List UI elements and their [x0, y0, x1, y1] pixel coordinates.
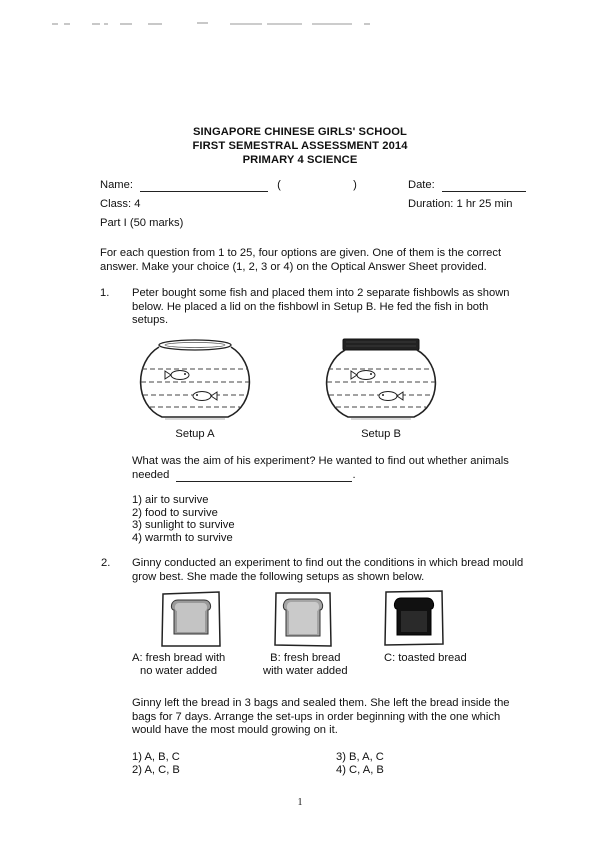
fresh-bread-icon — [283, 599, 322, 636]
assessment-title: FIRST SEMESTRAL ASSESSMENT 2014 — [192, 140, 408, 152]
q2-options-left — [132, 751, 180, 776]
school-name: SINGAPORE CHINESE GIRLS' SCHOOL — [193, 126, 407, 138]
date-label: Date: — [408, 179, 435, 191]
setup-a-caption: Setup A — [175, 428, 215, 440]
q1-option-3: 3) sunlight to survive — [132, 519, 235, 532]
q1-question-text: What was the aim of his experiment? He wanted to find out whether animals needed — [132, 455, 509, 481]
q1-question — [132, 455, 527, 482]
q2-options-right — [336, 751, 384, 776]
q2-option-1: 1) A, B, C — [132, 751, 180, 763]
date-row — [408, 178, 526, 192]
q1-text: Peter bought some fish and placed them into 2 separate fishbowls as shown below. He placed a lid on the fishbowl in Setup B. He fed the fish in both setups. — [132, 287, 510, 326]
fishbowl-setup-b — [326, 337, 436, 427]
bread-b-caption-line2: with water added — [263, 664, 348, 677]
q1-option-4: 4) warmth to survive — [132, 531, 233, 544]
fish-icon — [165, 371, 189, 380]
name-label: Name: — [100, 179, 133, 191]
fish-icon — [351, 371, 375, 380]
q2-option-4: 4) C, A, B — [336, 763, 384, 776]
toasted-bread-icon — [394, 598, 433, 635]
bread-b-caption — [263, 652, 348, 677]
fresh-bread-icon — [171, 600, 210, 634]
q1-option-2: 2) food to survive — [132, 506, 218, 519]
setup-b-caption: Setup B — [361, 428, 401, 440]
duration-label: Duration: 1 hr 25 min — [408, 198, 513, 210]
q1-option-1: 1) air to survive — [132, 494, 209, 506]
q2-text2: Ginny left the bread in 3 bags and sealed them. She left the bread inside the bags for 7 days. Arrange the set-ups in order beginning with the one which would have the most mould growing on it. — [132, 697, 510, 736]
register-number-field[interactable] — [284, 181, 350, 192]
exam-header — [0, 125, 600, 167]
q1-answer-blank — [176, 470, 352, 482]
q2-option-2: 2) A, C, B — [132, 763, 180, 776]
register-paren-open: ( — [277, 179, 281, 191]
bread-c-caption: C: toasted bread — [384, 652, 467, 664]
fish-icon — [379, 392, 403, 401]
bread-bag-c — [383, 589, 445, 647]
q1-number: 1. — [100, 287, 110, 299]
page-number: 1 — [297, 797, 303, 808]
name-field[interactable] — [140, 180, 268, 192]
q2-text: Ginny conducted an experiment to find out the conditions in which bread mould grow best. She made the following setups as shown below. — [132, 557, 524, 583]
bread-a-caption — [132, 652, 225, 677]
part-label: Part I (50 marks) — [100, 217, 184, 229]
register-paren-close: ) — [353, 179, 357, 191]
scan-artifact-marks — [52, 18, 382, 30]
class-label: Class: 4 — [100, 198, 141, 210]
bread-a-caption-line2: no water added — [140, 664, 218, 677]
fishbowl-setup-a — [140, 337, 250, 427]
q1-question-end: . — [352, 468, 356, 481]
bread-bag-b — [273, 590, 333, 648]
bread-b-caption-line1: B: fresh bread — [270, 652, 341, 664]
q1-options — [132, 494, 235, 544]
bread-bag-a — [160, 590, 222, 648]
fish-icon — [193, 392, 217, 401]
name-row — [100, 178, 357, 192]
subject-title: PRIMARY 4 SCIENCE — [242, 154, 358, 166]
q2-option-3: 3) B, A, C — [336, 751, 384, 763]
instructions: For each question from 1 to 25, four options are given. One of them is the correct answer. Make your choice (1, 2, 3 or 4) on the Optical Answer Sheet provided. — [100, 247, 502, 273]
q2-number: 2. — [101, 557, 111, 569]
date-field[interactable] — [442, 180, 526, 192]
bread-a-caption-line1: A: fresh bread with — [132, 652, 226, 664]
